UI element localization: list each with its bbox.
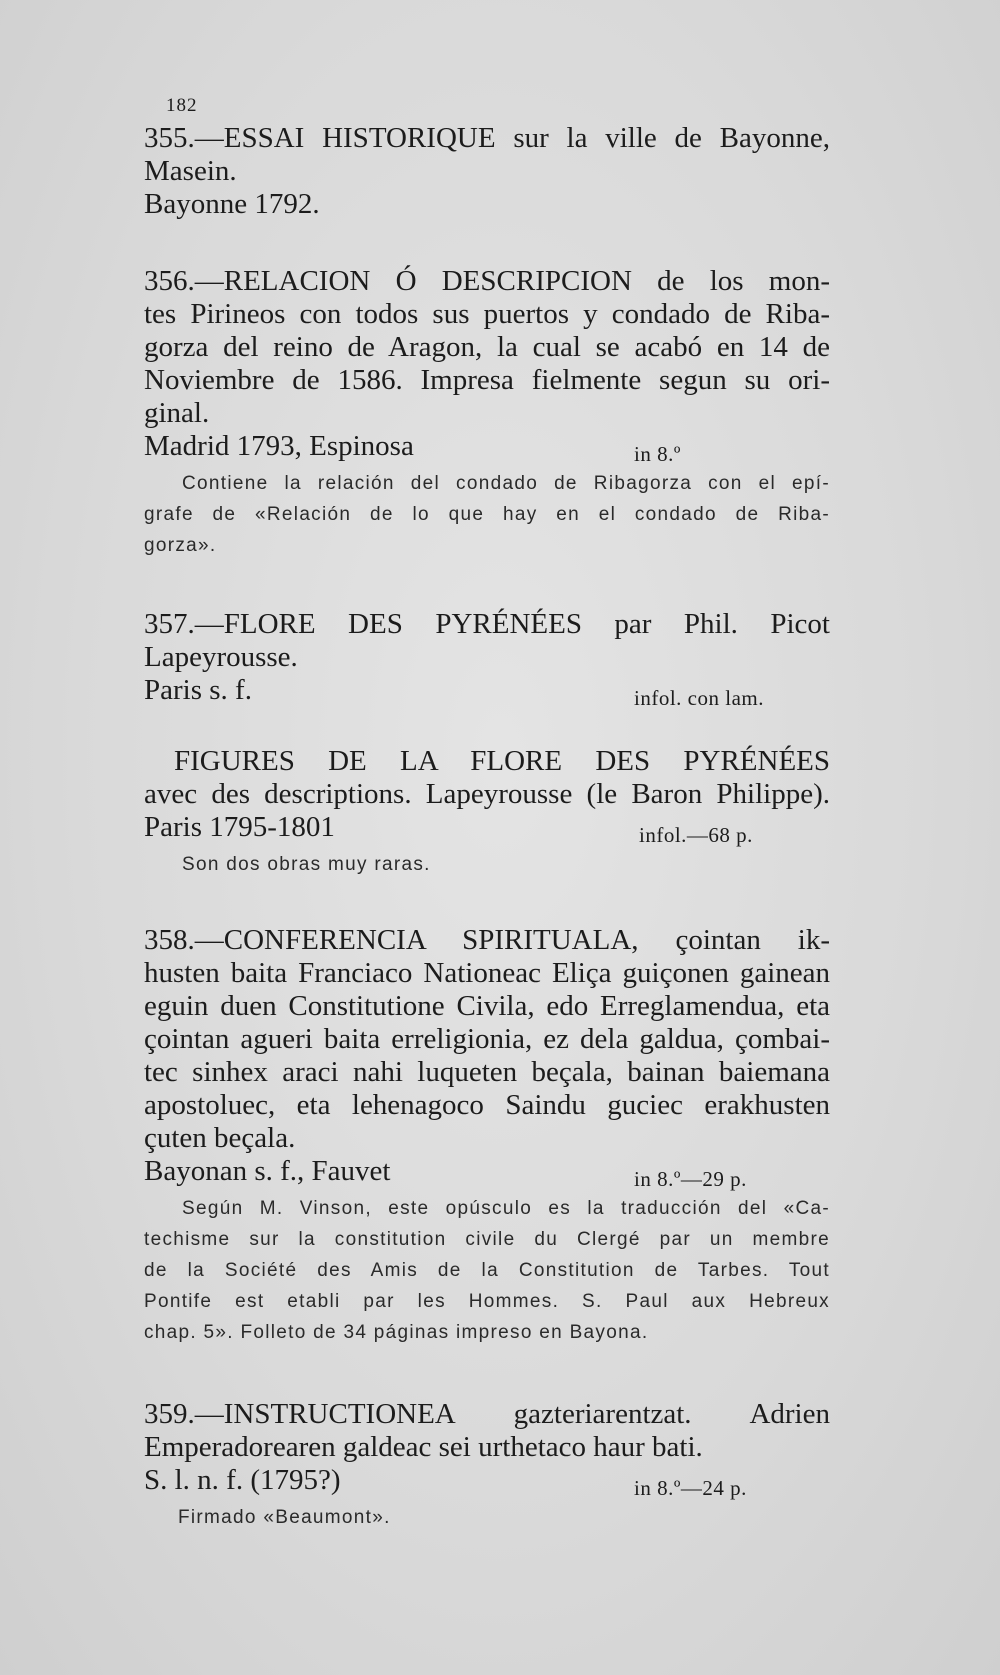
note-line: Firmado «Beaumont». [178,1507,391,1528]
entry-357-figures [144,745,830,880]
entry-359 [144,1398,830,1533]
entry-357-format: infol. con lam. [634,686,764,710]
entry-359-imprint [144,1464,830,1498]
entry-356-line-5: ginal. [144,397,210,429]
entry-figures-format: infol.—68 p. [639,823,753,847]
note-line: de la Société des Amis de la Constitution de Tarbes. Tout [144,1260,830,1281]
entry-358-line-4: çointan agueri baita erreligionia, ez dela galdua, çombai- [144,1023,830,1055]
entry-355-place: Bayonne 1792. [144,188,320,220]
entry-figures-line-1: FIGURES DE LA FLORE DES PYRÉNÉES [174,745,830,777]
entry-356-place: Madrid 1793, Espinosa [144,430,414,462]
entry-356-note [144,468,830,561]
note-line: Son dos obras muy raras. [182,854,431,875]
entry-355-line-1: 355.—ESSAI HISTORIQUE sur la ville de Bayonne, [144,122,830,154]
entry-358 [144,924,830,1348]
entry-359-format: in 8.º—24 p. [634,1476,747,1500]
entry-356-format: in 8.º [634,442,681,466]
entry-357-place: Paris s. f. [144,674,252,706]
entry-357-imprint [144,674,830,708]
entry-358-place: Bayonan s. f., Fauvet [144,1155,391,1187]
note-line: grafe de «Relación de lo que hay en el condado de Riba- [144,504,830,525]
note-line: Según M. Vinson, este opúsculo es la traducción del «Ca- [182,1198,830,1219]
entry-356-imprint [144,430,830,464]
entry-figures-place: Paris 1795-1801 [144,811,335,843]
entry-355-imprint [144,188,830,222]
entry-356-line-4: Noviembre de 1586. Impresa fielmente segun su ori- [144,364,830,396]
entry-358-line-7: çuten beçala. [144,1122,296,1154]
entry-356 [144,265,830,561]
entry-359-line-2: Emperadorearen galdeac sei urthetaco haur bati. [144,1431,703,1463]
entry-355-line-2: Masein. [144,155,237,187]
entry-358-line-5: tec sinhex araci nahi luqueten beçala, bainan baiemana [144,1056,830,1088]
entry-359-note [144,1502,830,1533]
entry-358-imprint [144,1155,830,1189]
entry-359-line-1: 359.—INSTRUCTIONEA gazteriarentzat. Adrien [144,1398,830,1430]
entry-figures-note [144,849,830,880]
entry-358-note [144,1193,830,1348]
page-number: 182 [166,95,198,116]
note-line: Contiene la relación del condado de Ribagorza con el epí- [182,473,830,494]
note-line: chap. 5». Folleto de 34 páginas impreso en Bayona. [144,1322,649,1343]
entry-356-line-1: 356.—RELACION Ó DESCRIPCION de los mon- [144,265,830,297]
note-line: Pontife est etabli par les Hommes. S. Paul aux Hebreux [144,1291,830,1312]
entry-358-line-2: husten baita Franciaco Nationeac Eliça guiçonen gainean [144,957,830,989]
entry-357 [144,608,830,708]
entry-figures-line-2: avec des descriptions. Lapeyrousse (le Baron Philippe). [144,778,830,810]
entry-359-place: S. l. n. f. (1795?) [144,1464,341,1496]
entry-357-line-1: 357.—FLORE DES PYRÉNÉES par Phil. Picot [144,608,830,640]
entry-figures-imprint [144,811,830,845]
entry-356-line-3: gorza del reino de Aragon, la cual se acabó en 14 de [144,331,830,363]
entry-356-line-2: tes Pirineos con todos sus puertos y condado de Riba- [144,298,830,330]
entry-357-line-2: Lapeyrousse. [144,641,298,673]
entry-355 [144,122,830,222]
note-line: techisme sur la constitution civile du Clergé par un membre [144,1229,830,1250]
entry-358-line-6: apostoluec, eta lehenagoco Saindu guciec erakhusten [144,1089,830,1121]
entry-358-line-3: eguin duen Constitutione Civila, edo Erreglamendua, eta [144,990,830,1022]
note-line: gorza». [144,535,217,556]
entry-358-format: in 8.º—29 p. [634,1167,747,1191]
entry-358-line-1: 358.—CONFERENCIA SPIRITUALA, çointan ik- [144,924,830,956]
